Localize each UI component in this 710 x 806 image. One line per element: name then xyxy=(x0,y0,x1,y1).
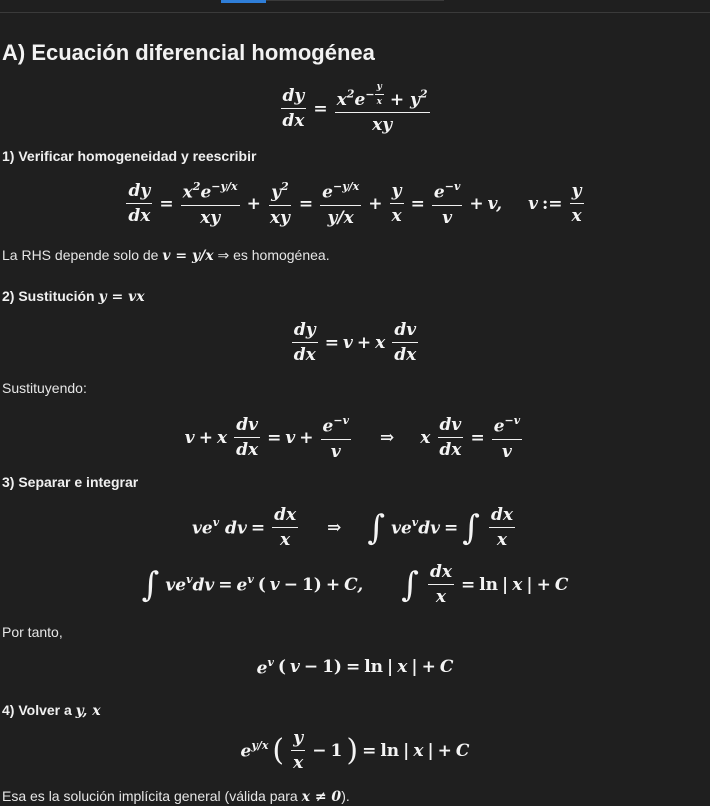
section-2-heading: 2) Sustitución y = vx xyxy=(2,288,145,305)
section-3-heading: 3) Separar e integrar xyxy=(2,474,139,490)
final-note: Esa es la solución implícita general (válida para x ≠ 0). xyxy=(2,788,350,805)
rhs-note: La RHS depende solo de v = y/x ⇒ es homogénea. xyxy=(2,247,330,264)
equation-substituted: v + x $\frac{dv}{dx}$ = v + $\frac{e^{-v}}{v}$ ⇒ x $\frac{dv}{dx}$ = $\frac{e^{-v}}{v}$ xyxy=(184,414,521,462)
equation-final: $e^{y/x}$ ( $\frac{y}{x}$ − 1 ) = ln | x | + C xyxy=(240,728,470,773)
equation-separate: $ve^v$ dv = $\frac{dx}{x}$ ⇒ ∫ $ve^vdv$ = ∫ $\frac{dx}{x}$ xyxy=(192,505,513,550)
section-1-heading: 1) Verificar homogeneidad y reescribir xyxy=(2,148,257,164)
equation-implicit-v: $e^v$ ( v − 1) = ln | x | + C xyxy=(256,656,454,679)
top-tab-bar xyxy=(0,0,710,13)
equation-main: $\frac{dy}{dx}$ = $x^2e^{- \frac{y}{x}}$ + $y^2$ xy xyxy=(282,82,428,136)
page-title: A) Ecuación diferencial homogénea xyxy=(2,40,375,65)
por-tanto-label: Por tanto, xyxy=(2,624,63,640)
equation-homogeneity: $\frac{dy}{dx}$ = $\frac{x^2e^{-y/x}}{xy}$ + $\frac{y^2}{xy}$ = $\frac{e^{-y/x}}{y/x}$ + $\frac{y}{x}$ = $\frac{e^{-v}}{v}$ + v, v := $\frac{y}{x}$ xyxy=(128,180,582,228)
section-4-heading: 4) Volver a y, x xyxy=(2,702,101,719)
equation-substitution: $\frac{dy}{dx}$ = v + x $\frac{dv}{dx}$ xyxy=(293,320,417,365)
tab-track xyxy=(266,0,444,1)
equation-integrals: ∫ $ve^vdv$ = $e^v$ ( v − 1) + C, ∫ $\frac{dx}{x}$ = ln | x | + C xyxy=(141,562,569,607)
sustituyendo-label: Sustituyendo: xyxy=(2,380,87,396)
active-tab-indicator[interactable] xyxy=(221,0,266,3)
